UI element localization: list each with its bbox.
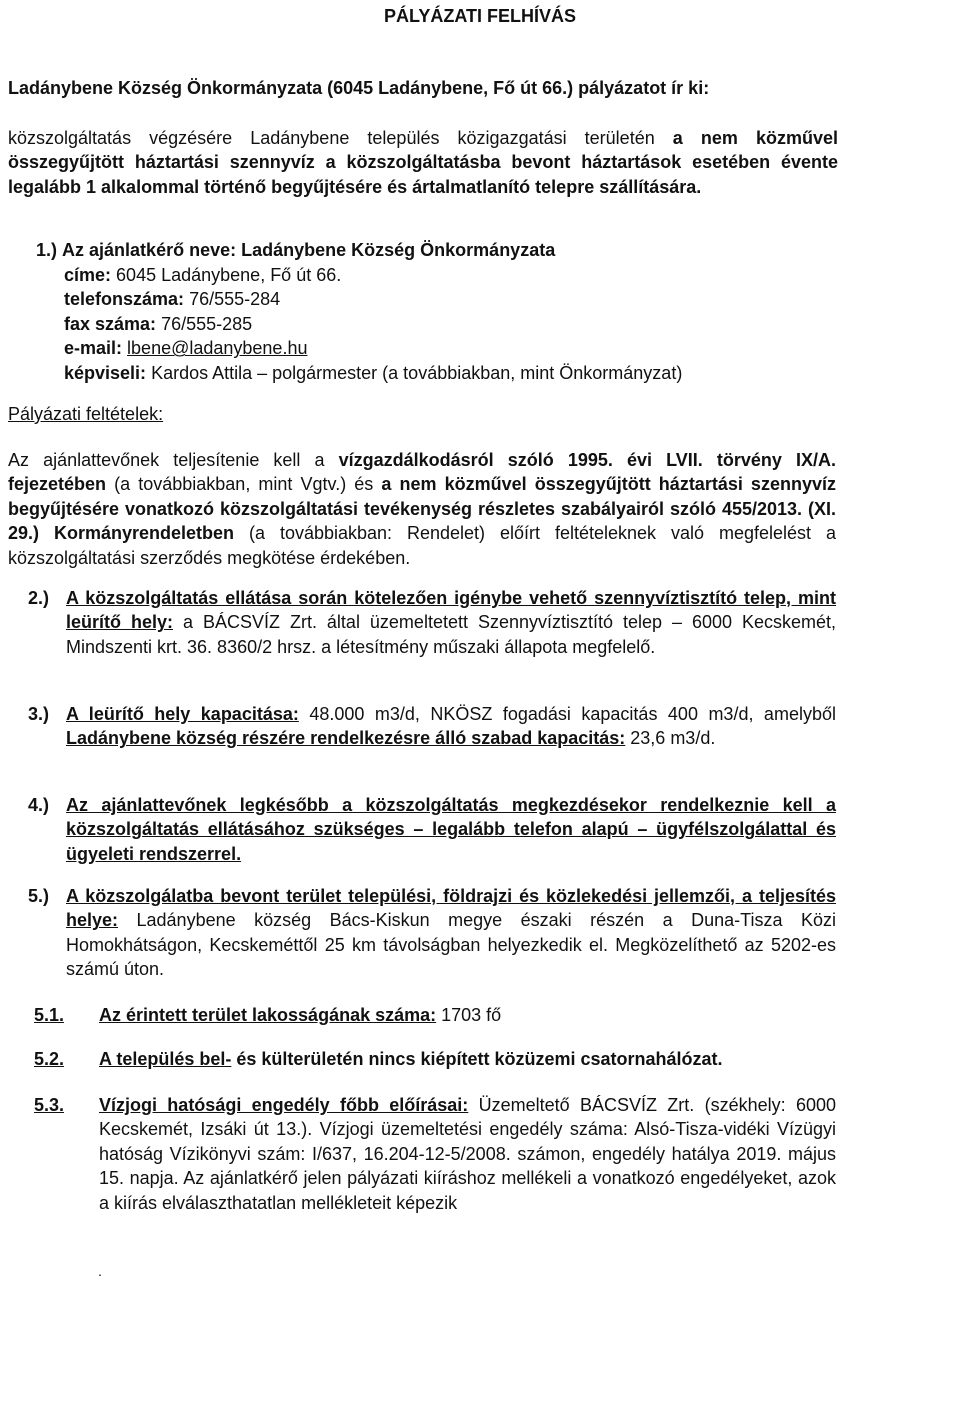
purpose-paragraph (8, 126, 838, 199)
intro-line: Ladánybene Község Önkormányzata (6045 Ladánybene, Fő út 66.) pályázatot ír ki: (8, 78, 710, 98)
purpose-lead: közszolgáltatás végzésére Ladánybene település közigazgatási területén (8, 128, 655, 148)
section-5-1-text: 1703 fő (441, 1005, 502, 1025)
section-5-1-heading: Az érintett terület lakosságának száma: (99, 1005, 437, 1025)
section-3-number: 3.) (28, 704, 50, 724)
document-title: PÁLYÁZATI FELHÍVÁS (383, 6, 576, 26)
contact-details (64, 263, 824, 385)
address-value: 6045 Ladánybene, Fő út 66. (116, 265, 342, 285)
stray-mark: . (98, 1263, 102, 1279)
section-5-2-text: és külterületén nincs kiépített közüzemi csatornahálózat. (236, 1049, 723, 1069)
conditions-bold-2: a nem közművel összegyűjtött háztartási szennyvíz begyűjtésére vonatkozó közszolgáltatási tevékenység részletes szabályairól szóló 455/2013. (XI. 29.) Kormányrendeletben (8, 474, 836, 544)
section-2-heading: A közszolgáltatás ellátása során kötelezően igénybe vehető szennyvíztisztító telep, mint leürítő hely: (66, 588, 836, 633)
fax-label: fax száma: (64, 313, 157, 334)
phone-row (64, 287, 824, 311)
section-5-2-heading: A település bel- (99, 1049, 232, 1069)
purpose-bold: a nem közművel összegyűjtött háztartási szennyvíz a közszolgáltatásba bevont háztartások esetében évente legalább 1 alkalommal történő begyűjtésére és ártalmatlanító telepre szállítására. (8, 128, 838, 197)
section-2-text: a BÁCSVÍZ Zrt. által üzemeltetett Szennyvíztisztító telep – 6000 Kecskemét, Mindszenti krt. 36. 8360/2 hrsz. a létesítmény műszaki állapota megfelelő. (66, 612, 837, 657)
section-5-2-number: 5.2. (34, 1049, 65, 1069)
section-5-2 (34, 1047, 836, 1071)
conditions-heading (8, 402, 838, 426)
section-1-value: Ladánybene Község Önkormányzata (241, 240, 556, 260)
section-5-3-heading: Vízjogi hatósági engedély főbb előírásai: (99, 1095, 469, 1115)
section-5-1-number: 5.1. (34, 1005, 65, 1025)
section-2 (28, 586, 836, 659)
conditions-text-1: Az ajánlattevőnek teljesítenie kell a (8, 450, 325, 470)
section-5-1 (34, 1003, 836, 1027)
conditions-bold-1: vízgazdálkodásról szóló 1995. évi LVII. törvény IX/A. fejezetében (8, 450, 836, 495)
representative-value: Kardos Attila – polgármester (a továbbiakban, mint Önkormányzat) (151, 362, 683, 383)
section-1-number-row (36, 238, 836, 262)
section-4-heading: Az ajánlattevőnek legkésőbb a közszolgáltatás megkezdésekor rendelkeznie kell a közszolgáltatás ellátásához szükséges – legalább telefon alapú – ügyfélszolgálattal és ügyeleti rendszerrel. (66, 795, 836, 864)
fax-value: 76/555-285 (161, 313, 253, 334)
representative-row (64, 361, 824, 385)
section-5-heading: A közszolgálatba bevont terület települési, földrajzi és közlekedési jellemzői, a teljesítés helye: (66, 886, 836, 931)
conditions-text-2: (a továbbiakban, mint Vgtv.) és (114, 474, 374, 495)
address-row (64, 263, 824, 287)
section-4-number: 4.) (28, 795, 50, 815)
email-label: e-mail: (64, 338, 123, 359)
section-3 (28, 702, 836, 751)
section-5-3 (34, 1093, 836, 1215)
section-5-3-text: Üzemeltető BÁCSVÍZ Zrt. (székhely: 6000 Kecskemét, Izsáki út 13.). Vízjogi üzemeltetési engedély száma: Alsó-Tisza-vidéki Vízügyi hatóság Vízikönyvi szám: I/637, 16.204-12-5/2008. számon, engedély hatálya 2019. május 15. napja. Az ajánlatkérő jelen pályázati kiíráshoz mellékeli a vonatkozó engedélyeket, azok a kiírás elválaszthatatlan mellékleteit képezik (99, 1095, 836, 1213)
representative-label: képviseli: (64, 362, 147, 383)
fax-row (64, 312, 824, 336)
section-4 (28, 793, 836, 866)
section-3-text-1: 48.000 m3/d, NKÖSZ fogadási kapacitás 400 m3/d, amelyből (309, 704, 836, 724)
conditions-text-3: (a továbbiakban: Rendelet) előírt feltételeknek való megfelelést a közszolgáltatási szerződés megkötése érdekében. (8, 523, 837, 568)
section-1-label: Az ajánlatkérő neve: (62, 240, 237, 260)
address-label: címe: (64, 265, 112, 285)
email-row (64, 336, 824, 360)
phone-label: telefonszáma: (64, 289, 185, 310)
section-5-3-number: 5.3. (34, 1095, 65, 1115)
section-5 (28, 884, 836, 982)
section-1-number: 1.) (36, 240, 58, 260)
section-2-number: 2.) (28, 588, 50, 608)
section-3-heading: A leürítő hely kapacitása: (66, 704, 299, 724)
section-3-text-2: 23,6 m3/d. (630, 728, 716, 749)
conditions-heading-text: Pályázati feltételek: (8, 404, 164, 424)
section-5-text: Ladánybene község Bács-Kiskun megye északi részén a Duna-Tisza Közi Homokhátságon, Kecskeméttől 25 km távolságban helyezkedik el. Megközelíthető az 5202-es számú úton. (66, 910, 836, 980)
email-link[interactable]: lbene@ladanybene.hu (127, 338, 308, 359)
conditions-paragraph (8, 448, 836, 570)
section-3-heading-2: Ladánybene község részére rendelkezésre álló szabad kapacitás: (66, 728, 626, 749)
section-5-number: 5.) (28, 886, 50, 906)
phone-value: 76/555-284 (189, 289, 281, 310)
